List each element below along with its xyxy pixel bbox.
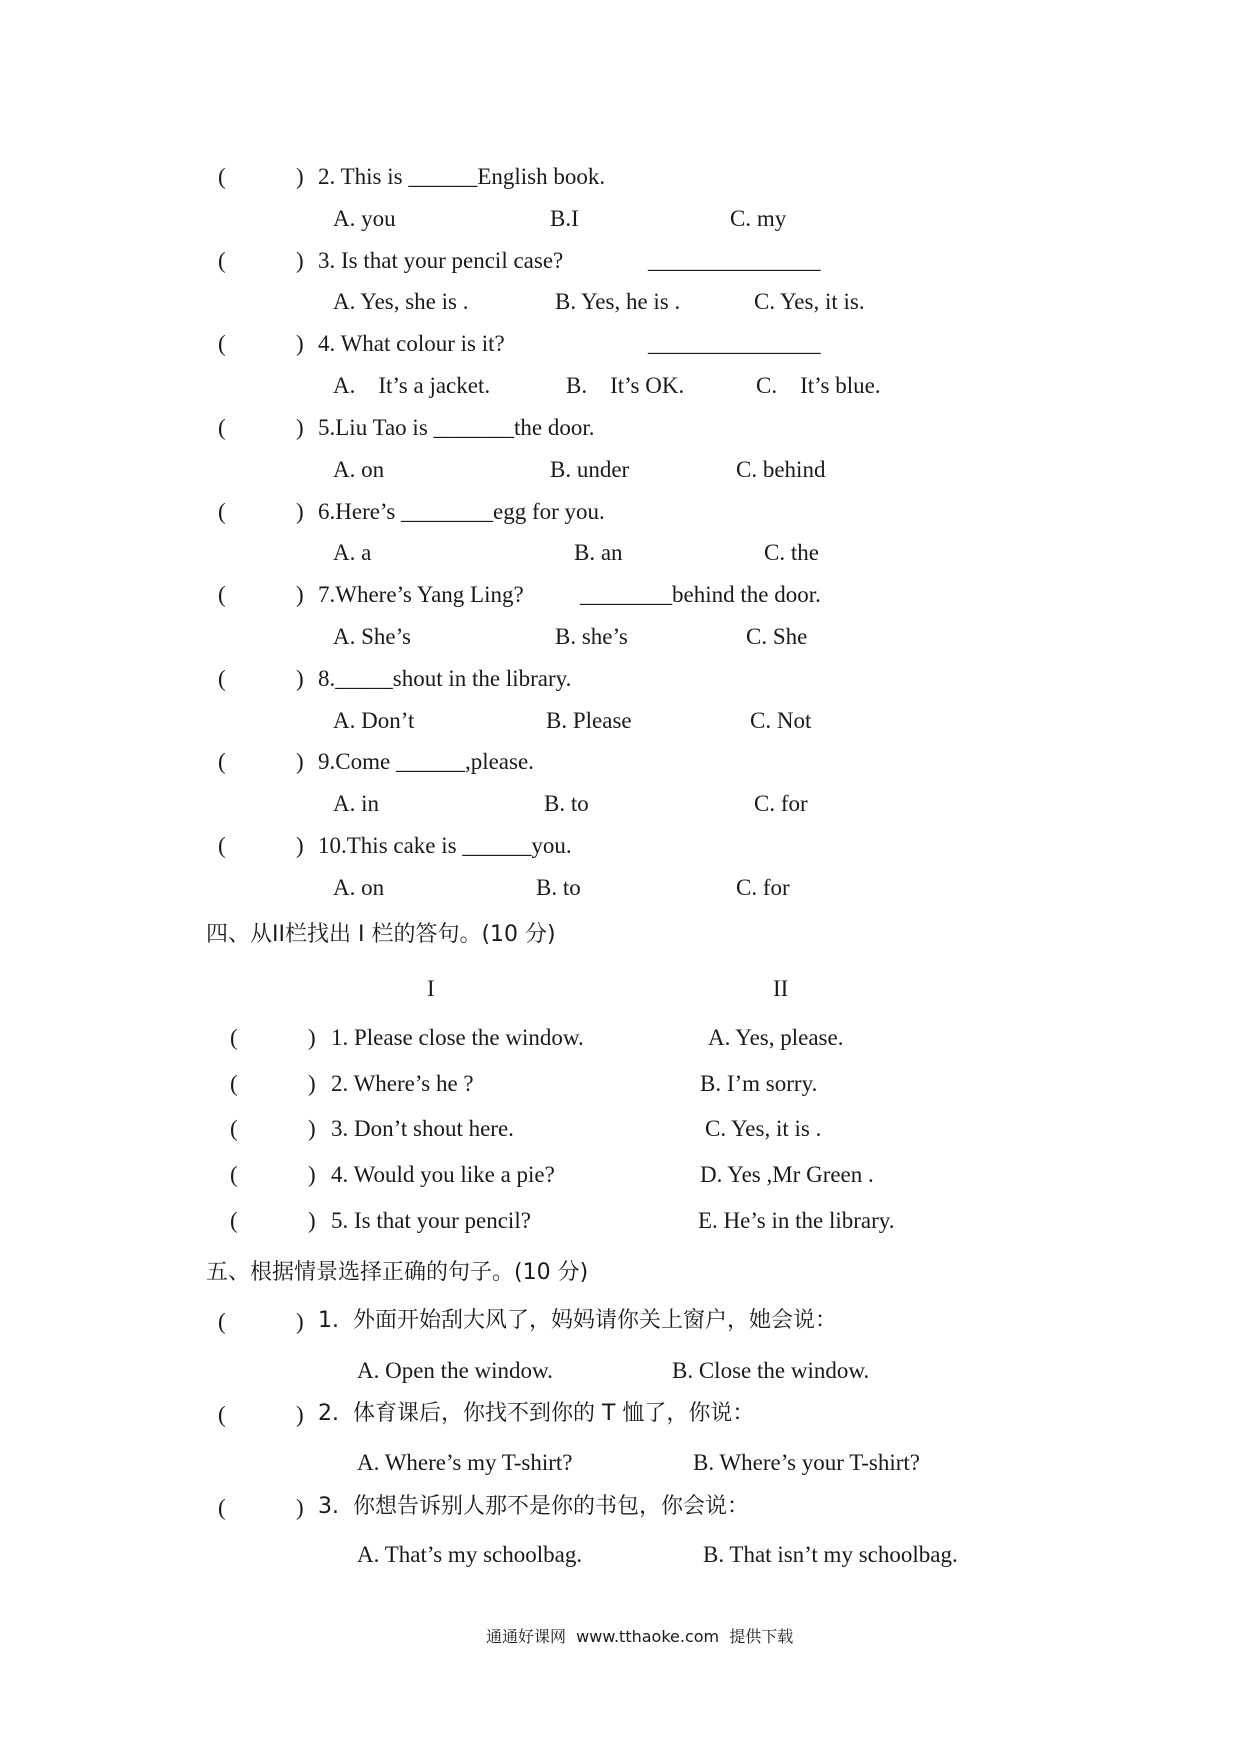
option-c: C. the	[764, 540, 819, 565]
match-right: E. He’s in the library.	[698, 1208, 895, 1233]
match-right: D. Yes ,Mr Green .	[700, 1162, 874, 1187]
option-b: B. under	[550, 457, 630, 482]
match-right: B. I’m sorry.	[700, 1071, 818, 1096]
match-right: C. Yes, it is .	[705, 1116, 822, 1141]
answer-paren-close: )	[296, 248, 304, 273]
question-stem: 9.Come ______,please.	[318, 749, 534, 774]
question-stem: 7.Where’s Yang Ling?	[318, 582, 524, 607]
option-c: C. It’s blue.	[756, 373, 881, 398]
answer-paren-close: )	[308, 1025, 316, 1050]
option-c: C. for	[736, 875, 790, 900]
option-c: C. Yes, it is.	[754, 289, 865, 314]
answer-paren-close: )	[296, 749, 304, 774]
answer-paren-close: )	[296, 666, 304, 691]
option-b: B. It’s OK.	[566, 373, 685, 398]
option-b: B.I	[550, 206, 579, 231]
option-b: B. Close the window.	[672, 1358, 870, 1383]
question-stem: 8._____shout in the library.	[318, 666, 572, 691]
option-b: B. Yes, he is .	[555, 289, 681, 314]
answer-paren-close: )	[296, 1402, 304, 1427]
answer-paren-open: (	[218, 749, 226, 774]
option-b: B. to	[544, 791, 589, 816]
match-left: 1. Please close the window.	[331, 1025, 584, 1050]
option-a: A. on	[333, 875, 385, 900]
match-left: 4. Would you like a pie?	[331, 1162, 555, 1187]
option-a: A. in	[333, 791, 379, 816]
answer-paren-close: )	[296, 582, 304, 607]
option-c: C. behind	[736, 457, 826, 482]
answer-paren-close: )	[308, 1116, 316, 1141]
option-c: C. Not	[750, 708, 812, 733]
answer-paren-close: )	[308, 1071, 316, 1096]
answer-paren-open: (	[230, 1116, 238, 1141]
option-b: B. Where’s your T-shirt?	[693, 1450, 920, 1475]
answer-paren-close: )	[296, 331, 304, 356]
option-b: B. she’s	[555, 624, 628, 649]
answer-paren-open: (	[218, 833, 226, 858]
option-a: A. Yes, she is .	[333, 289, 469, 314]
match-left: 2. Where’s he ?	[331, 1071, 474, 1096]
answer-paren-open: (	[218, 1309, 226, 1334]
answer-blank: _______________	[648, 331, 821, 356]
match-left: 5. Is that your pencil?	[331, 1208, 531, 1233]
answer-blank: ________behind the door.	[580, 582, 821, 607]
question-stem: 6.Here’s ________egg for you.	[318, 499, 605, 524]
option-a: A. Open the window.	[357, 1358, 553, 1383]
answer-paren-open: (	[218, 164, 226, 189]
answer-paren-close: )	[296, 1309, 304, 1334]
match-left: 3. Don’t shout here.	[331, 1116, 514, 1141]
column-header-i: I	[427, 976, 435, 1001]
answer-paren-open: (	[230, 1162, 238, 1187]
option-a: A. Don’t	[333, 708, 415, 733]
section-title: 五、根据情景选择正确的句子。(10 分)	[206, 1260, 589, 1285]
option-a: A. She’s	[333, 624, 411, 649]
option-a: A. It’s a jacket.	[333, 373, 491, 398]
answer-paren-open: (	[218, 666, 226, 691]
option-a: A. on	[333, 457, 385, 482]
answer-paren-open: (	[218, 1495, 226, 1520]
answer-paren-open: (	[230, 1071, 238, 1096]
column-header-ii: II	[773, 976, 789, 1001]
footer-credit: 通通好课网 www.tthaoke.com 提供下载	[486, 1627, 794, 1646]
question-stem: 4. What colour is it?	[318, 331, 505, 356]
question-stem: 10.This cake is ______you.	[318, 833, 572, 858]
question-stem: 2. This is ______English book.	[318, 164, 606, 189]
question-stem: 3. 你想告诉别人那不是你的书包，你会说：	[318, 1494, 749, 1519]
option-b: B. to	[536, 875, 581, 900]
option-b: B. Please	[546, 708, 632, 733]
option-b: B. an	[574, 540, 623, 565]
option-c: C. my	[730, 206, 787, 231]
answer-paren-close: )	[296, 415, 304, 440]
option-c: C. She	[746, 624, 808, 649]
answer-paren-open: (	[218, 582, 226, 607]
answer-paren-close: )	[296, 164, 304, 189]
question-stem: 3. Is that your pencil case?	[318, 248, 564, 273]
answer-paren-open: (	[218, 248, 226, 273]
answer-paren-open: (	[230, 1025, 238, 1050]
option-a: A. That’s my schoolbag.	[357, 1542, 583, 1567]
answer-paren-close: )	[296, 1495, 304, 1520]
section-title: 四、从II栏找出 I 栏的答句。(10 分)	[206, 922, 556, 947]
answer-paren-close: )	[296, 499, 304, 524]
question-stem: 2. 体育课后，你找不到你的 T 恤了，你说：	[318, 1401, 755, 1426]
answer-paren-open: (	[218, 331, 226, 356]
answer-paren-close: )	[296, 833, 304, 858]
answer-blank: _______________	[648, 248, 821, 273]
match-right: A. Yes, please.	[708, 1025, 844, 1050]
option-b: B. That isn’t my schoolbag.	[703, 1542, 958, 1567]
question-stem: 5.Liu Tao is _______the door.	[318, 415, 595, 440]
answer-paren-close: )	[308, 1208, 316, 1233]
option-a: A. a	[333, 540, 372, 565]
answer-paren-open: (	[218, 1402, 226, 1427]
question-stem: 1. 外面开始刮大风了，妈妈请你关上窗户，她会说：	[318, 1308, 837, 1333]
option-a: A. Where’s my T-shirt?	[357, 1450, 573, 1475]
answer-paren-open: (	[218, 415, 226, 440]
option-a: A. you	[333, 206, 396, 231]
answer-paren-open: (	[218, 499, 226, 524]
option-c: C. for	[754, 791, 808, 816]
answer-paren-open: (	[230, 1208, 238, 1233]
answer-paren-close: )	[308, 1162, 316, 1187]
